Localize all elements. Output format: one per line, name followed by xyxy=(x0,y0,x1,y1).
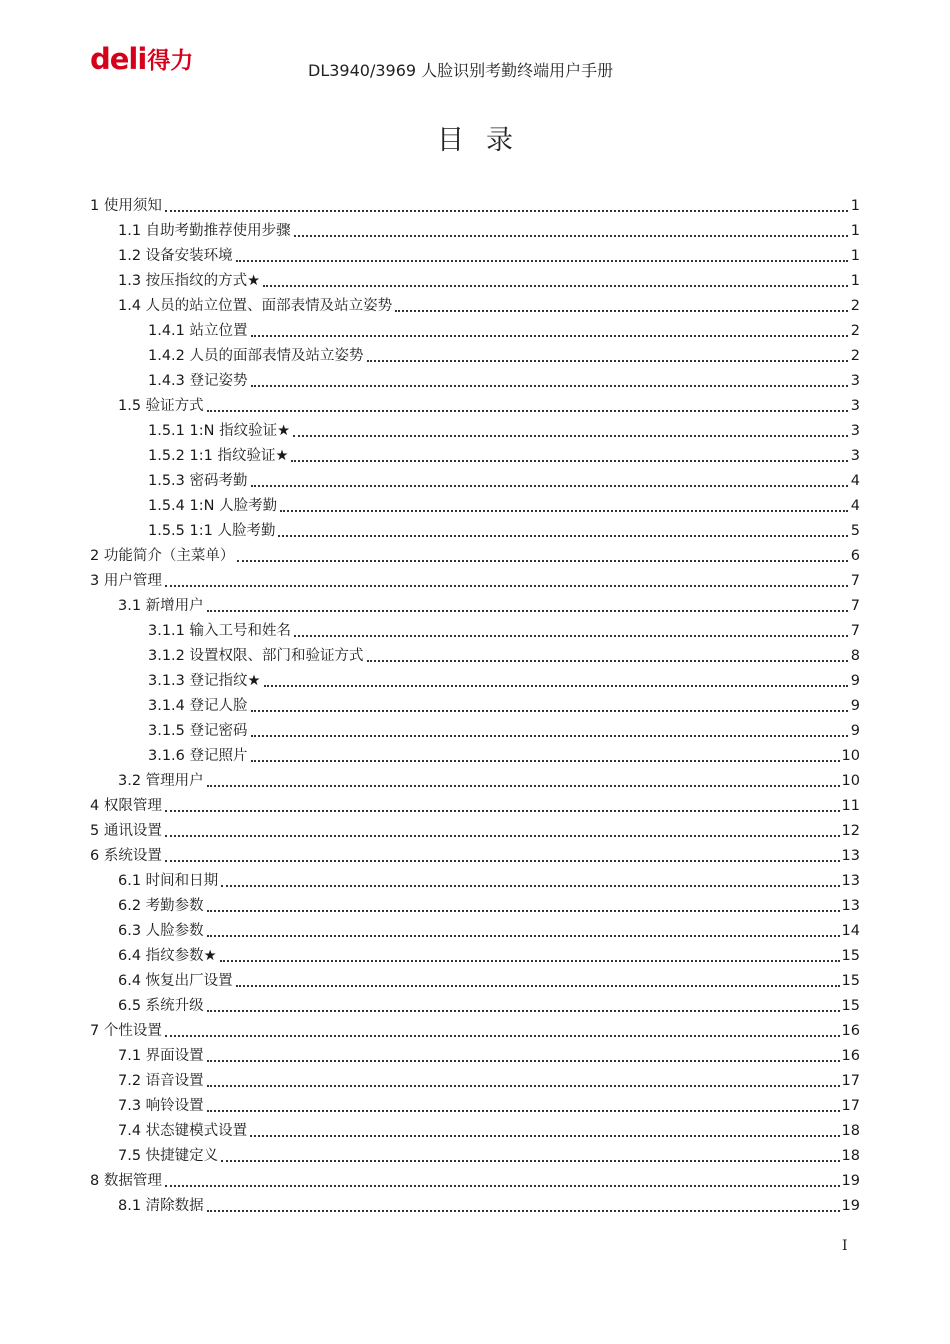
toc-entry-page: 10 xyxy=(841,748,860,764)
toc-entry-label: 1.5.2 1:1 指纹验证★ xyxy=(148,448,289,464)
toc-entry[interactable] xyxy=(90,991,860,1016)
toc-entry-page: 16 xyxy=(841,1023,860,1039)
toc-entry[interactable] xyxy=(90,566,860,591)
toc-entry[interactable] xyxy=(90,691,860,716)
toc-entry-page: 4 xyxy=(850,498,860,514)
toc-entry-label: 3.1.2 设置权限、部门和验证方式 xyxy=(148,648,364,664)
toc-entry-page: 13 xyxy=(841,898,860,914)
toc-entry[interactable] xyxy=(90,441,860,466)
toc-entry-page: 9 xyxy=(850,698,860,714)
toc-entry[interactable] xyxy=(90,341,860,366)
toc-leader-dots xyxy=(251,334,848,337)
toc-entry-label: 3.1.6 登记照片 xyxy=(148,748,248,764)
toc-leader-dots xyxy=(165,859,840,862)
toc-entry-page: 15 xyxy=(841,998,860,1014)
toc-entry[interactable] xyxy=(90,1141,860,1166)
toc-entry-label: 6.1 时间和日期 xyxy=(118,873,219,889)
toc-entry-label: 1.4.2 人员的面部表情及站立姿势 xyxy=(148,348,364,364)
toc-entry-label: 1.5.3 密码考勤 xyxy=(148,473,248,489)
toc-entry-page: 2 xyxy=(850,298,860,314)
toc-entry[interactable] xyxy=(90,891,860,916)
toc-entry[interactable] xyxy=(90,266,860,291)
toc-entry[interactable] xyxy=(90,1091,860,1116)
toc-entry[interactable] xyxy=(90,416,860,441)
toc-entry-page: 7 xyxy=(850,598,860,614)
toc-leader-dots xyxy=(221,884,839,887)
toc-entry-page: 9 xyxy=(850,723,860,739)
toc-entry-label: 7.3 响铃设置 xyxy=(118,1098,204,1114)
toc-entry-label: 7.1 界面设置 xyxy=(118,1048,204,1064)
toc-entry[interactable] xyxy=(90,741,860,766)
toc-entry[interactable] xyxy=(90,191,860,216)
table-of-contents xyxy=(90,191,860,1216)
toc-entry-label: 1.4.3 登记姿势 xyxy=(148,373,248,389)
toc-leader-dots xyxy=(251,384,848,387)
toc-entry-label: 1.3 按压指纹的方式★ xyxy=(118,273,261,289)
toc-entry[interactable] xyxy=(90,841,860,866)
toc-leader-dots xyxy=(207,1059,840,1062)
toc-entry-page: 1 xyxy=(850,223,860,239)
toc-entry-label: 3.1.1 输入工号和姓名 xyxy=(148,623,292,639)
toc-entry-page: 3 xyxy=(850,373,860,389)
page-number: I xyxy=(842,1238,848,1254)
toc-entry-label: 8 数据管理 xyxy=(90,1173,162,1189)
toc-entry-page: 17 xyxy=(841,1073,860,1089)
toc-entry-label: 7.4 状态键模式设置 xyxy=(118,1123,248,1139)
toc-entry-page: 5 xyxy=(850,523,860,539)
toc-leader-dots xyxy=(263,284,848,287)
brand-logo xyxy=(90,44,193,74)
toc-entry-page: 7 xyxy=(850,623,860,639)
toc-entry-label: 1.2 设备安装环境 xyxy=(118,248,233,264)
toc-entry[interactable] xyxy=(90,541,860,566)
toc-leader-dots xyxy=(220,959,840,962)
toc-leader-dots xyxy=(264,684,848,687)
toc-entry[interactable] xyxy=(90,466,860,491)
toc-entry-label: 1.4.1 站立位置 xyxy=(148,323,248,339)
toc-entry[interactable] xyxy=(90,216,860,241)
toc-entry-page: 18 xyxy=(841,1148,860,1164)
toc-leader-dots xyxy=(294,634,848,637)
toc-leader-dots xyxy=(221,1159,839,1162)
toc-leader-dots xyxy=(207,909,840,912)
toc-leader-dots xyxy=(367,659,848,662)
toc-leader-dots xyxy=(237,559,848,562)
toc-entry[interactable] xyxy=(90,491,860,516)
toc-entry[interactable] xyxy=(90,816,860,841)
toc-leader-dots xyxy=(251,484,848,487)
toc-entry-page: 3 xyxy=(850,398,860,414)
toc-entry-page: 14 xyxy=(841,923,860,939)
toc-entry[interactable] xyxy=(90,916,860,941)
toc-entry-label: 3 用户管理 xyxy=(90,573,162,589)
toc-entry-page: 1 xyxy=(850,198,860,214)
toc-leader-dots xyxy=(165,1184,840,1187)
toc-entry-page: 7 xyxy=(850,573,860,589)
toc-entry-label: 1.5.4 1:N 人脸考勤 xyxy=(148,498,278,514)
toc-entry-label: 2 功能简介（主菜单） xyxy=(90,548,235,564)
toc-entry[interactable] xyxy=(90,391,860,416)
toc-entry-page: 15 xyxy=(841,948,860,964)
toc-leader-dots xyxy=(207,934,840,937)
toc-entry-label: 6.4 指纹参数★ xyxy=(118,948,217,964)
toc-entry-label: 3.1.3 登记指纹★ xyxy=(148,673,261,689)
toc-leader-dots xyxy=(291,459,848,462)
toc-entry-page: 16 xyxy=(841,1048,860,1064)
toc-entry-label: 1.5.1 1:N 指纹验证★ xyxy=(148,423,291,439)
logo-latin: deli xyxy=(90,42,147,76)
toc-entry-page: 17 xyxy=(841,1098,860,1114)
toc-entry-page: 2 xyxy=(850,323,860,339)
toc-entry[interactable] xyxy=(90,716,860,741)
toc-entry[interactable] xyxy=(90,1016,860,1041)
toc-entry-page: 19 xyxy=(841,1173,860,1189)
toc-entry-label: 8.1 清除数据 xyxy=(118,1198,204,1214)
toc-entry[interactable] xyxy=(90,291,860,316)
toc-leader-dots xyxy=(293,434,848,437)
toc-leader-dots xyxy=(251,759,840,762)
toc-leader-dots xyxy=(294,234,848,237)
toc-entry-page: 1 xyxy=(850,273,860,289)
toc-leader-dots xyxy=(207,1209,840,1212)
toc-entry-label: 3.1 新增用户 xyxy=(118,598,204,614)
toc-entry-page: 18 xyxy=(841,1123,860,1139)
toc-entry[interactable] xyxy=(90,1116,860,1141)
toc-leader-dots xyxy=(207,1109,840,1112)
toc-leader-dots xyxy=(207,784,840,787)
toc-entry-page: 11 xyxy=(841,798,860,814)
toc-entry-label: 1.4 人员的站立位置、面部表情及站立姿势 xyxy=(118,298,393,314)
toc-entry-label: 3.1.4 登记人脸 xyxy=(148,698,248,714)
toc-leader-dots xyxy=(207,1009,840,1012)
toc-entry-page: 9 xyxy=(850,673,860,689)
toc-leader-dots xyxy=(367,359,848,362)
toc-leader-dots xyxy=(207,609,848,612)
toc-leader-dots xyxy=(165,834,840,837)
toc-entry-page: 8 xyxy=(850,648,860,664)
toc-leader-dots xyxy=(251,734,848,737)
document-title: DL3940/3969 人脸识别考勤终端用户手册 xyxy=(308,61,614,80)
toc-entry-label: 1.5 验证方式 xyxy=(118,398,204,414)
toc-entry-label: 6.4 恢复出厂设置 xyxy=(118,973,233,989)
toc-leader-dots xyxy=(207,1084,840,1087)
toc-entry[interactable] xyxy=(90,791,860,816)
toc-leader-dots xyxy=(251,709,848,712)
toc-entry-page: 4 xyxy=(850,473,860,489)
toc-entry-page: 1 xyxy=(850,248,860,264)
toc-entry[interactable] xyxy=(90,366,860,391)
toc-entry[interactable] xyxy=(90,516,860,541)
toc-leader-dots xyxy=(165,1034,840,1037)
toc-leader-dots xyxy=(280,509,848,512)
toc-entry-page: 3 xyxy=(850,423,860,439)
toc-entry-label: 6 系统设置 xyxy=(90,848,162,864)
toc-entry-page: 15 xyxy=(841,973,860,989)
toc-leader-dots xyxy=(250,1134,839,1137)
toc-entry-page: 13 xyxy=(841,873,860,889)
toc-entry-page: 6 xyxy=(850,548,860,564)
toc-entry-label: 7.5 快捷键定义 xyxy=(118,1148,219,1164)
toc-entry-label: 1.1 自助考勤推荐使用步骤 xyxy=(118,223,291,239)
toc-leader-dots xyxy=(165,209,848,212)
toc-entry[interactable] xyxy=(90,316,860,341)
toc-entry-label: 4 权限管理 xyxy=(90,798,162,814)
toc-entry[interactable] xyxy=(90,966,860,991)
toc-entry-label: 1 使用须知 xyxy=(90,198,162,214)
toc-entry[interactable] xyxy=(90,766,860,791)
toc-entry[interactable] xyxy=(90,666,860,691)
toc-leader-dots xyxy=(236,259,848,262)
toc-entry[interactable] xyxy=(90,1041,860,1066)
toc-entry[interactable] xyxy=(90,1066,860,1091)
toc-entry-page: 2 xyxy=(850,348,860,364)
toc-entry[interactable] xyxy=(90,616,860,641)
toc-entry-label: 6.2 考勤参数 xyxy=(118,898,204,914)
toc-leader-dots xyxy=(395,309,848,312)
toc-entry-label: 3.1.5 登记密码 xyxy=(148,723,248,739)
toc-entry[interactable] xyxy=(90,591,860,616)
toc-entry[interactable] xyxy=(90,866,860,891)
toc-entry[interactable] xyxy=(90,1166,860,1191)
toc-leader-dots xyxy=(278,534,848,537)
toc-entry[interactable] xyxy=(90,1191,860,1216)
toc-entry-page: 19 xyxy=(841,1198,860,1214)
toc-leader-dots xyxy=(165,584,848,587)
toc-entry[interactable] xyxy=(90,641,860,666)
toc-entry-label: 5 通讯设置 xyxy=(90,823,162,839)
toc-entry-label: 7.2 语音设置 xyxy=(118,1073,204,1089)
toc-entry[interactable] xyxy=(90,241,860,266)
toc-entry-page: 13 xyxy=(841,848,860,864)
logo-cjk: 得力 xyxy=(147,48,194,74)
toc-heading: 目录 xyxy=(437,125,535,156)
toc-leader-dots xyxy=(207,409,848,412)
toc-entry-label: 6.3 人脸参数 xyxy=(118,923,204,939)
toc-entry-label: 3.2 管理用户 xyxy=(118,773,204,789)
toc-entry-label: 6.5 系统升级 xyxy=(118,998,204,1014)
toc-entry-page: 3 xyxy=(850,448,860,464)
toc-entry[interactable] xyxy=(90,941,860,966)
toc-leader-dots xyxy=(236,984,840,987)
toc-entry-label: 7 个性设置 xyxy=(90,1023,162,1039)
toc-entry-page: 12 xyxy=(841,823,860,839)
toc-entry-label: 1.5.5 1:1 人脸考勤 xyxy=(148,523,276,539)
toc-entry-page: 10 xyxy=(841,773,860,789)
toc-leader-dots xyxy=(165,809,840,812)
